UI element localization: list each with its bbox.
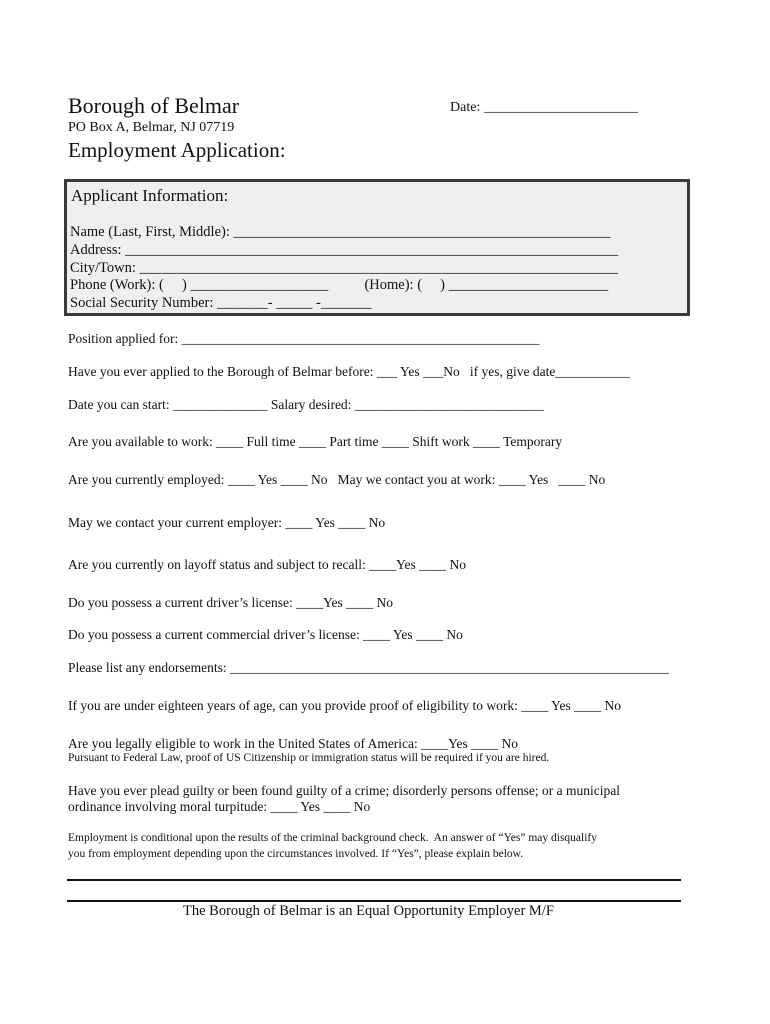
address-field[interactable]: Address: ____________________________________________________________________ — [70, 242, 619, 258]
currently-employed-question[interactable]: Are you currently employed: ____ Yes ____ No May we contact you at work: ____ Yes ____ No — [68, 472, 606, 487]
start-date-salary-field[interactable]: Date you can start: ______________ Salary desired: ____________________________ — [68, 397, 544, 412]
under-eighteen-question[interactable]: If you are under eighteen years of age, can you provide proof of eligibility to work: ____ Yes ____ No — [68, 698, 621, 713]
applicant-information-title: Applicant Information: — [71, 186, 229, 205]
city-town-field[interactable]: City/Town: __________________________________________________________________ — [70, 260, 618, 276]
contact-employer-question[interactable]: May we contact your current employer: ____ Yes ____ No — [68, 515, 386, 530]
commercial-license-question[interactable]: Do you possess a current commercial driver’s license: ____ Yes ____ No — [68, 627, 463, 642]
legally-eligible-question[interactable]: Are you legally eligible to work in the United States of America: ____Yes ____ No — [68, 736, 519, 751]
drivers-license-question[interactable]: Do you possess a current driver’s license: ____Yes ____ No — [68, 595, 393, 610]
name-field[interactable]: Name (Last, First, Middle): ____________________________________________________ — [70, 224, 611, 240]
organization-name: Borough of Belmar — [68, 93, 240, 118]
crime-question-line-2[interactable]: ordinance involving moral turpitude: ____ Yes ____ No — [68, 799, 371, 814]
citizenship-note: Pursuant to Federal Law, proof of US Citizenship or immigration status will be required if you are hired. — [68, 752, 550, 764]
position-applied-field[interactable]: Position applied for: _____________________________________________________ — [68, 331, 540, 346]
background-note-line-2: you from employment depending upon the circumstances involved. If “Yes”, please explain below. — [68, 848, 524, 860]
phone-field[interactable]: Phone (Work): ( ) ___________________ (Home): ( ) ______________________ — [70, 277, 609, 293]
endorsements-field[interactable]: Please list any endorsements: _________________________________________________________________ — [68, 660, 669, 675]
organization-address: PO Box A, Belmar, NJ 07719 — [68, 120, 235, 135]
background-note-line-1: Employment is conditional upon the results of the criminal background check. An answer of “Yes” may disqualify — [68, 832, 597, 844]
explanation-line[interactable] — [67, 879, 681, 881]
footer-divider — [67, 900, 681, 902]
ssn-field[interactable]: Social Security Number: _______- _____ -_______ — [70, 295, 372, 311]
applied-before-question[interactable]: Have you ever applied to the Borough of Belmar before: ___ Yes ___No if yes, give date___________ — [68, 364, 630, 379]
layoff-status-question[interactable]: Are you currently on layoff status and subject to recall: ____Yes ____ No — [68, 557, 467, 572]
availability-question[interactable]: Are you available to work: ____ Full time ____ Part time ____ Shift work ____ Temporary — [68, 434, 563, 449]
equal-opportunity-footer: The Borough of Belmar is an Equal Opportunity Employer M/F — [183, 903, 554, 919]
form-title: Employment Application: — [68, 138, 286, 162]
applicant-information-box — [64, 179, 690, 316]
date-field[interactable]: Date: ______________________ — [450, 100, 638, 115]
crime-question-line-1: Have you ever plead guilty or been found guilty of a crime; disorderly persons offense; or a municipal — [68, 783, 620, 798]
